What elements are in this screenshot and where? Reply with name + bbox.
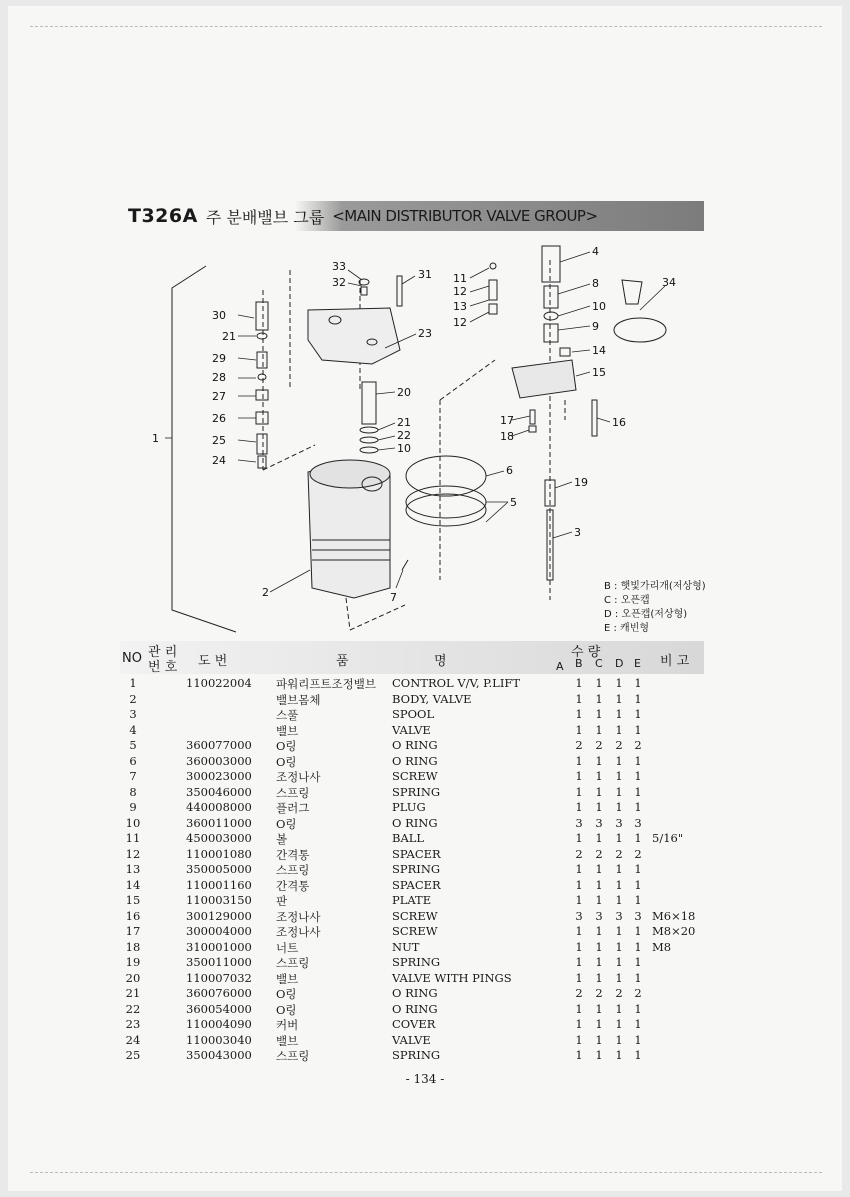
table-row [120, 707, 704, 723]
part-drawing-number: 350046000 [186, 784, 252, 799]
qty-b: 1 [575, 939, 583, 954]
qty-d: 1 [615, 893, 623, 907]
part-name-korean: 볼 [276, 832, 288, 846]
table-row [120, 676, 704, 692]
callout-12-upper: 12 [453, 285, 467, 298]
callout-8: 8 [592, 277, 599, 290]
part-drawing-number: 360077000 [186, 738, 252, 752]
part-name-english: CONTROL V/V, P.LIFT [392, 676, 521, 690]
part-name-english: SPACER [392, 877, 441, 892]
part-remarks: M8 [652, 939, 672, 954]
part-name-korean: 조정나사 [276, 925, 321, 939]
qty-c: 1 [595, 691, 603, 706]
part-name-english: PLUG [392, 800, 426, 814]
section-title-english: <MAIN DISTRIBUTOR VALVE GROUP> [332, 207, 598, 225]
qty-b: 1 [575, 691, 583, 706]
callout-9: 9 [592, 320, 599, 333]
qty-d: 1 [615, 862, 623, 876]
qty-b: 1 [575, 1048, 583, 1062]
callout-14: 14 [592, 344, 606, 357]
callout-5: 5 [510, 496, 517, 509]
qty-e: 1 [634, 691, 642, 706]
qty-c: 3 [595, 908, 603, 923]
part-name-english: BALL [392, 831, 425, 845]
part-name-korean: 스프링 [276, 785, 310, 800]
qty-d: 1 [615, 877, 623, 892]
header-quantity: 수 량 [571, 645, 601, 660]
qty-d: 1 [615, 753, 623, 768]
part-name-english: SCREW [392, 769, 438, 783]
qty-e: 1 [634, 1017, 642, 1031]
callout-18: 18 [500, 430, 514, 443]
qty-c: 1 [595, 893, 603, 907]
callout-16: 16 [612, 416, 626, 429]
qty-c: 1 [595, 753, 603, 768]
qty-e: 1 [634, 1001, 642, 1016]
part-name-korean: 조정나사 [276, 909, 321, 924]
qty-c: 1 [595, 939, 603, 954]
qty-c: 1 [595, 1001, 603, 1016]
qty-e: 2 [634, 986, 642, 1000]
qty-b: 1 [575, 1032, 583, 1047]
qty-b: 1 [575, 877, 583, 892]
page-number: - 134 - [405, 1072, 445, 1086]
qty-c: 1 [595, 784, 603, 799]
qty-c: 1 [595, 970, 603, 985]
part-name-korean: 스프링 [276, 1049, 310, 1063]
qty-b: 1 [575, 784, 583, 799]
legend-c: C : 오픈캡 [604, 595, 650, 606]
qty-d: 1 [615, 707, 623, 721]
qty-c: 1 [595, 722, 603, 737]
callout-4: 4 [592, 245, 599, 258]
part-name-english: BODY, VALVE [392, 691, 472, 706]
part-drawing-number: 360054000 [186, 1001, 252, 1016]
table-row [120, 878, 704, 894]
row-number: 9 [129, 800, 137, 814]
row-number: 13 [125, 862, 141, 876]
callout-20: 20 [397, 386, 411, 399]
section-title-korean: 주 분배밸브 그룹 [205, 207, 325, 227]
callout-21-left: 21 [222, 330, 236, 343]
table-row [120, 738, 704, 754]
qty-b: 1 [575, 753, 583, 768]
row-number: 15 [125, 893, 141, 907]
qty-d: 1 [615, 970, 623, 985]
qty-c: 2 [595, 986, 603, 1000]
part-name-english: O RING [392, 1001, 438, 1016]
qty-e: 1 [634, 924, 642, 938]
part-name-english: VALVE [392, 1032, 431, 1047]
qty-c: 1 [595, 831, 603, 845]
part-name-english: O RING [392, 738, 438, 752]
qty-e: 3 [634, 815, 642, 830]
row-number: 25 [125, 1048, 141, 1062]
part-drawing-number: 350043000 [186, 1048, 252, 1062]
part-name-english: SPOOL [392, 707, 435, 721]
header-remarks: 비 고 [660, 654, 690, 669]
qty-d: 1 [615, 955, 623, 969]
part-remarks: M8×20 [652, 924, 696, 938]
row-number: 20 [125, 970, 141, 985]
qty-e: 1 [634, 862, 642, 876]
part-name-korean: 밸브 [276, 971, 299, 986]
legend-e: E : 캐빈형 [604, 623, 650, 634]
section-code: T326A [128, 205, 198, 227]
legend-d: D : 오픈캡(저상형) [604, 609, 688, 620]
part-name-english: SCREW [392, 924, 438, 938]
qty-d: 1 [615, 784, 623, 799]
part-drawing-number: 110003150 [186, 893, 252, 907]
table-row [120, 1017, 704, 1033]
table-row [120, 769, 704, 785]
part-name-english: VALVE WITH PINGS [392, 970, 512, 985]
part-drawing-number: 450003000 [186, 831, 252, 845]
part-name-korean: 스프링 [276, 863, 310, 877]
callout-6: 6 [506, 464, 513, 477]
part-drawing-number: 310001000 [186, 939, 252, 954]
part-name-korean: O링 [276, 1002, 297, 1017]
callout-27: 27 [212, 390, 226, 403]
qty-d: 1 [615, 800, 623, 814]
header-name-right: 명 [434, 654, 447, 669]
callout-26: 26 [212, 412, 226, 425]
callout-23: 23 [418, 327, 432, 340]
qty-e: 1 [634, 676, 642, 690]
part-remarks: 5/16" [652, 831, 684, 845]
parts-table-header [120, 641, 704, 674]
qty-c: 2 [595, 846, 603, 861]
qty-d: 1 [615, 676, 623, 690]
header-mgmt-top: 관 리 [148, 645, 178, 660]
qty-c: 2 [595, 738, 603, 752]
row-number: 8 [129, 784, 137, 799]
row-number: 4 [129, 722, 137, 737]
qty-e: 1 [634, 1032, 642, 1047]
qty-b: 1 [575, 722, 583, 737]
callout-25: 25 [212, 434, 226, 447]
callout-2: 2 [262, 586, 269, 599]
callout-10-lower: 10 [397, 442, 411, 455]
part-name-korean: 간격통 [276, 847, 310, 862]
part-drawing-number: 110001080 [186, 846, 252, 861]
callout-32: 32 [332, 276, 346, 289]
part-drawing-number: 350005000 [186, 862, 252, 876]
row-number: 10 [125, 815, 141, 830]
part-drawing-number: 300004000 [186, 924, 252, 938]
table-row [120, 971, 704, 987]
qty-b: 1 [575, 831, 583, 845]
part-name-korean: 커버 [276, 1018, 299, 1032]
header-qty-b: B [575, 657, 583, 670]
callout-31: 31 [418, 268, 432, 281]
row-number: 19 [125, 955, 141, 969]
header-drawing-no: 도 번 [198, 654, 228, 669]
header-no: NO [122, 651, 142, 666]
qty-e: 1 [634, 831, 642, 845]
qty-e: 2 [634, 846, 642, 861]
row-number: 2 [129, 691, 137, 706]
qty-d: 1 [615, 769, 623, 783]
table-row [120, 723, 704, 739]
callout-24: 24 [212, 454, 226, 467]
qty-b: 1 [575, 893, 583, 907]
part-name-korean: 너트 [276, 940, 299, 955]
row-number: 22 [125, 1001, 141, 1016]
part-name-english: SPRING [392, 862, 441, 876]
row-number: 23 [125, 1017, 141, 1031]
table-row [120, 1002, 704, 1018]
row-number: 11 [125, 831, 141, 845]
table-row [120, 800, 704, 816]
legend-b: B : 햇빛가리개(저상형) [604, 581, 706, 592]
table-row [120, 940, 704, 956]
part-name-korean: 간격통 [276, 878, 310, 893]
part-drawing-number: 300129000 [186, 908, 252, 923]
callout-1: 1 [152, 432, 159, 445]
qty-d: 1 [615, 1017, 623, 1031]
qty-d: 2 [615, 738, 623, 752]
callout-3: 3 [574, 526, 581, 539]
table-row [120, 785, 704, 801]
qty-e: 1 [634, 877, 642, 892]
table-row [120, 1033, 704, 1049]
qty-e: 1 [634, 955, 642, 969]
qty-b: 2 [575, 986, 583, 1000]
header-qty-e: E [634, 657, 641, 670]
qty-d: 3 [615, 815, 623, 830]
table-row [120, 862, 704, 878]
row-number: 14 [125, 877, 141, 892]
qty-b: 1 [575, 1001, 583, 1016]
row-number: 5 [129, 738, 137, 752]
callout-12-lower: 12 [453, 316, 467, 329]
qty-d: 3 [615, 908, 623, 923]
part-drawing-number: 110007032 [186, 970, 252, 985]
qty-d: 1 [615, 691, 623, 706]
part-drawing-number: 110001160 [186, 877, 252, 892]
header-mgmt-bottom: 번 호 [148, 660, 178, 675]
qty-e: 1 [634, 1048, 642, 1062]
row-number: 1 [129, 676, 137, 690]
part-name-english: PLATE [392, 893, 432, 907]
qty-b: 1 [575, 862, 583, 876]
qty-b: 1 [575, 769, 583, 783]
qty-b: 1 [575, 970, 583, 985]
qty-e: 2 [634, 738, 642, 752]
header-qty-a: A [556, 660, 564, 673]
part-drawing-number: 360076000 [186, 986, 252, 1000]
header-name-left: 품 [336, 654, 349, 669]
callout-11: 11 [453, 272, 467, 285]
qty-e: 1 [634, 800, 642, 814]
part-name-english: SPACER [392, 846, 441, 861]
part-drawing-number: 440008000 [186, 800, 252, 814]
qty-b: 1 [575, 676, 583, 690]
table-row [120, 1048, 704, 1064]
callout-17: 17 [500, 414, 514, 427]
table-row [120, 754, 704, 770]
row-number: 6 [129, 753, 137, 768]
qty-e: 1 [634, 769, 642, 783]
qty-d: 1 [615, 1048, 623, 1062]
part-name-korean: O링 [276, 754, 297, 769]
qty-c: 1 [595, 955, 603, 969]
qty-e: 1 [634, 707, 642, 721]
row-number: 7 [129, 769, 137, 783]
row-number: 18 [125, 939, 141, 954]
part-drawing-number: 350011000 [186, 955, 252, 969]
callout-13: 13 [453, 300, 467, 313]
qty-d: 1 [615, 924, 623, 938]
qty-e: 1 [634, 893, 642, 907]
qty-e: 1 [634, 939, 642, 954]
part-name-korean: 밸브 [276, 1033, 299, 1048]
part-drawing-number: 360003000 [186, 753, 252, 768]
qty-b: 1 [575, 1017, 583, 1031]
table-row [120, 816, 704, 832]
header-qty-d: D [615, 657, 624, 670]
qty-e: 1 [634, 722, 642, 737]
part-drawing-number: 110022004 [186, 676, 252, 690]
qty-d: 1 [615, 722, 623, 737]
qty-c: 1 [595, 1032, 603, 1047]
part-remarks: M6×18 [652, 908, 696, 923]
part-name-english: O RING [392, 753, 438, 768]
qty-b: 2 [575, 846, 583, 861]
callout-28: 28 [212, 371, 226, 384]
part-name-english: SPRING [392, 1048, 441, 1062]
callout-29: 29 [212, 352, 226, 365]
table-row [120, 909, 704, 925]
qty-d: 2 [615, 846, 623, 861]
table-row [120, 692, 704, 708]
part-name-english: VALVE [392, 722, 431, 737]
qty-c: 1 [595, 800, 603, 814]
part-name-korean: O링 [276, 816, 297, 831]
part-name-english: NUT [392, 939, 420, 954]
qty-c: 1 [595, 924, 603, 938]
part-name-english: SPRING [392, 784, 441, 799]
part-name-korean: 밸브 [276, 723, 299, 738]
callout-10-upper: 10 [592, 300, 606, 313]
part-drawing-number: 360011000 [186, 815, 252, 830]
qty-c: 1 [595, 769, 603, 783]
qty-d: 1 [615, 1001, 623, 1016]
qty-e: 3 [634, 908, 642, 923]
qty-b: 1 [575, 800, 583, 814]
qty-e: 1 [634, 784, 642, 799]
part-name-korean: 밸브몸체 [276, 692, 321, 707]
part-drawing-number: 110003040 [186, 1032, 252, 1047]
table-row [120, 924, 704, 940]
part-name-english: O RING [392, 815, 438, 830]
qty-c: 1 [595, 676, 603, 690]
part-name-korean: 스프링 [276, 956, 310, 970]
part-name-korean: 조정나사 [276, 770, 321, 784]
qty-b: 1 [575, 924, 583, 938]
callout-33: 33 [332, 260, 346, 273]
part-name-korean: 파워리프트조정밸브 [276, 677, 376, 691]
qty-c: 1 [595, 1017, 603, 1031]
qty-d: 1 [615, 831, 623, 845]
part-name-english: COVER [392, 1017, 436, 1031]
part-name-korean: O링 [276, 987, 297, 1001]
callout-21-right: 21 [397, 416, 411, 429]
part-name-english: SCREW [392, 908, 438, 923]
part-name-english: O RING [392, 986, 438, 1000]
qty-c: 1 [595, 1048, 603, 1062]
qty-d: 2 [615, 986, 623, 1000]
callout-7: 7 [390, 591, 397, 604]
qty-b: 3 [575, 815, 583, 830]
qty-b: 2 [575, 738, 583, 752]
table-row [120, 847, 704, 863]
qty-c: 1 [595, 862, 603, 876]
qty-c: 1 [595, 707, 603, 721]
table-row [120, 893, 704, 909]
part-drawing-number: 300023000 [186, 769, 252, 783]
part-name-korean: 판 [276, 894, 288, 908]
parts-table-body [120, 676, 704, 1064]
part-drawing-number: 110004090 [186, 1017, 252, 1031]
qty-d: 1 [615, 939, 623, 954]
table-row [120, 986, 704, 1002]
qty-b: 3 [575, 908, 583, 923]
part-name-korean: O링 [276, 739, 297, 753]
row-number: 21 [125, 986, 141, 1000]
qty-b: 1 [575, 707, 583, 721]
part-name-korean: 스풀 [276, 708, 299, 722]
row-number: 16 [125, 908, 141, 923]
table-row [120, 955, 704, 971]
callout-19: 19 [574, 476, 588, 489]
row-number: 17 [125, 924, 141, 938]
callout-22: 22 [397, 429, 411, 442]
part-name-english: SPRING [392, 955, 441, 969]
qty-c: 1 [595, 877, 603, 892]
qty-c: 3 [595, 815, 603, 830]
qty-e: 1 [634, 753, 642, 768]
table-row [120, 831, 704, 847]
qty-e: 1 [634, 970, 642, 985]
callout-15: 15 [592, 366, 606, 379]
callout-34: 34 [662, 276, 676, 289]
qty-d: 1 [615, 1032, 623, 1047]
row-number: 24 [125, 1032, 141, 1047]
qty-b: 1 [575, 955, 583, 969]
model-legend [604, 580, 706, 636]
row-number: 3 [129, 707, 137, 721]
part-name-korean: 플러그 [276, 801, 310, 815]
callout-30: 30 [212, 309, 226, 322]
header-qty-c: C [595, 657, 603, 670]
section-title-bar [120, 201, 704, 231]
row-number: 12 [125, 846, 141, 861]
